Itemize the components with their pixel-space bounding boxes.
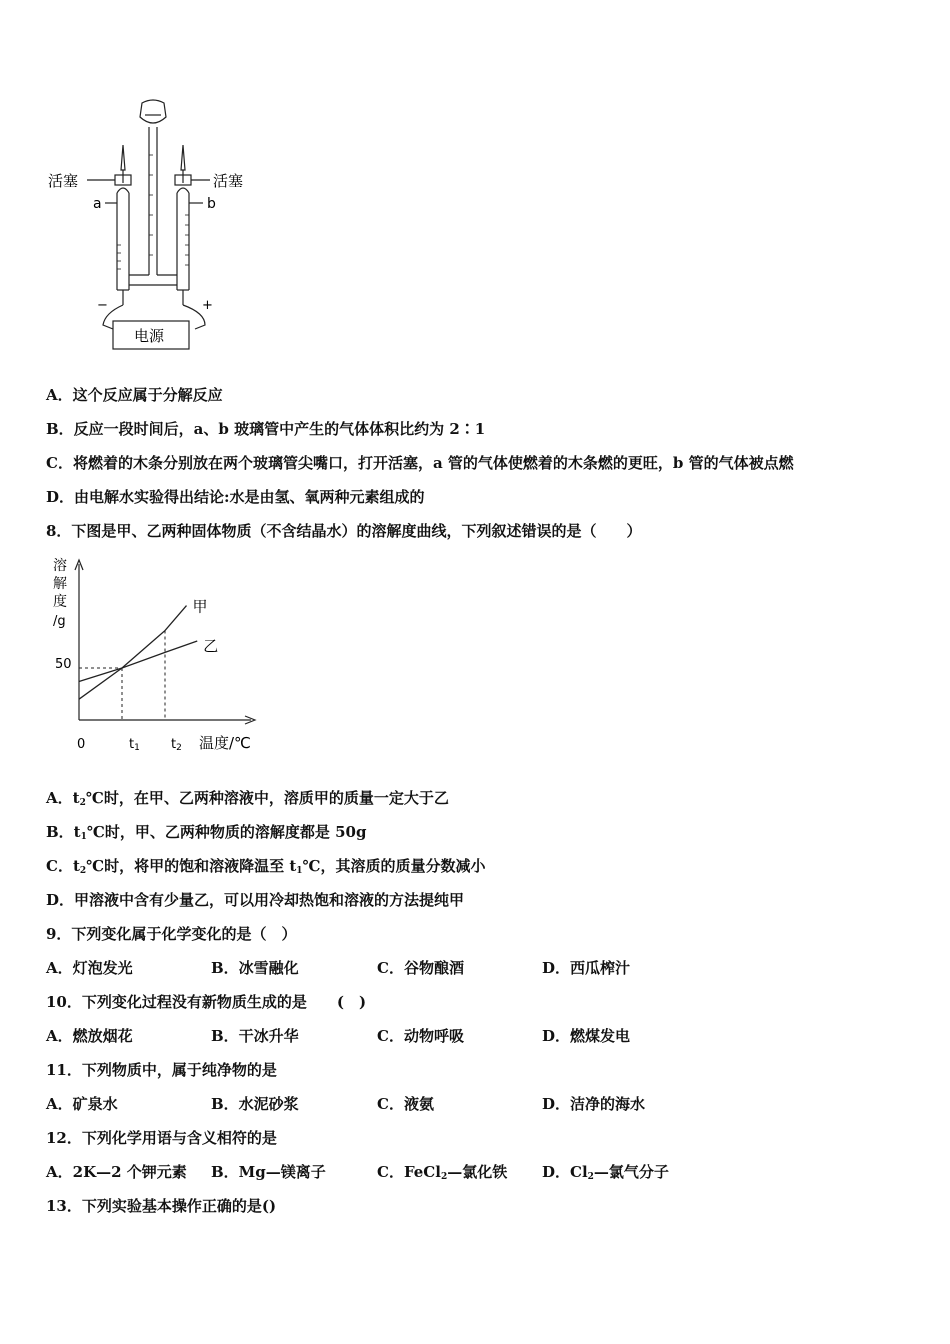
q10-stem: 10．下列变化过程没有新物质生成的是 ( ): [46, 993, 367, 1011]
q8-option-c: C．$t_2℃$时，将甲的饱和溶液降温至 $t_1℃$，其溶质的质量分数减小: [46, 857, 486, 876]
q7-option-a: A．这个反应属于分解反应: [46, 386, 223, 404]
q11-option-b: B．水泥砂浆: [211, 1095, 299, 1113]
q12-option-c: C．FeCl$_2$—氯化铁: [377, 1163, 508, 1182]
q11-option-a: A．矿泉水: [46, 1095, 118, 1113]
solubility-chart: [45, 552, 275, 757]
series-line-2: [79, 641, 197, 682]
funnel-shape: [140, 100, 166, 123]
minus-sign: −: [97, 298, 108, 313]
q10-option-c: C．动物呼吸: [377, 1027, 464, 1045]
q7-option-d: D．由电解水实验得出结论:水是由氢、氧两种元素组成的: [46, 488, 425, 506]
x-tick-t2: t2: [171, 737, 182, 753]
q7-option-b: B．反应一段时间后，a、b 玻璃管中产生的气体体积比约为 2∶1: [46, 420, 486, 438]
plus-sign: +: [202, 298, 213, 313]
q10-option-d: D．燃煤发电: [542, 1027, 631, 1045]
q12-stem: 12．下列化学用语与含义相符的是: [46, 1129, 277, 1147]
q8-option-b: B．$t_1℃$时，甲、乙两种物质的溶解度都是 50g: [46, 823, 367, 842]
q12-option-b: B．Mg—镁离子: [211, 1163, 326, 1181]
tube-a-label: a: [93, 196, 102, 212]
q9-option-c: C．谷物酿酒: [377, 959, 464, 977]
series-label-1: 甲: [192, 597, 208, 616]
q10-option-b: B．干冰升华: [211, 1027, 299, 1045]
y-label-char-2: 解: [53, 576, 67, 592]
power-source-label: 电源: [134, 327, 165, 345]
q13-stem: 13．下列实验基本操作正确的是(): [46, 1197, 277, 1215]
q12-option-d: D．$Cl_2—$氯气分子: [542, 1163, 669, 1182]
x-tick-t1: t1: [129, 737, 140, 753]
q11-option-c: C．液氨: [377, 1095, 434, 1113]
q11-option-d: D．洁净的海水: [542, 1095, 646, 1113]
q9-option-b: B．冰雪融化: [211, 959, 299, 977]
q9-option-d: D．西瓜榨汁: [542, 959, 631, 977]
q9-stem: 9．下列变化属于化学变化的是（ ）: [46, 925, 297, 943]
series-line-1: [79, 606, 187, 700]
q9-option-a: A．灯泡发光: [46, 959, 133, 977]
q8-option-d: D．甲溶液中含有少量乙，可以用冷却热饱和溶液的方法提纯甲: [46, 891, 465, 909]
y-label-char-3: 度: [53, 594, 67, 610]
q7-option-c: C．将燃着的木条分别放在两个玻璃管尖嘴口，打开活塞，a 管的气体使燃着的木条燃的更旺，b 管的气体被点燃: [46, 454, 794, 472]
stopcock-label-left: 活塞: [48, 172, 79, 190]
q8-option-a: A．$t_2℃$时，在甲、乙两种溶液中，溶质甲的质量一定大于乙: [46, 789, 449, 808]
y-label-char-1: 溶: [53, 558, 67, 574]
stopcock-label-right: 活塞: [213, 172, 244, 190]
electrolysis-diagram: [45, 95, 275, 360]
q11-stem: 11．下列物质中，属于纯净物的是: [46, 1061, 277, 1079]
y-tick-50: 50: [55, 657, 72, 672]
q12-option-a: A．2K—2 个钾元素: [46, 1163, 187, 1181]
tube-b-label: b: [207, 196, 216, 212]
origin-label: 0: [77, 737, 86, 752]
q8-stem: 8．下图是甲、乙两种固体物质（不含结晶水）的溶解度曲线，下列叙述错误的是（ ）: [46, 522, 642, 540]
q10-option-a: A．燃放烟花: [46, 1027, 133, 1045]
y-label-char-4: /g: [53, 614, 66, 629]
series-label-2: 乙: [203, 636, 219, 655]
x-axis-label: 温度/℃: [199, 734, 251, 752]
